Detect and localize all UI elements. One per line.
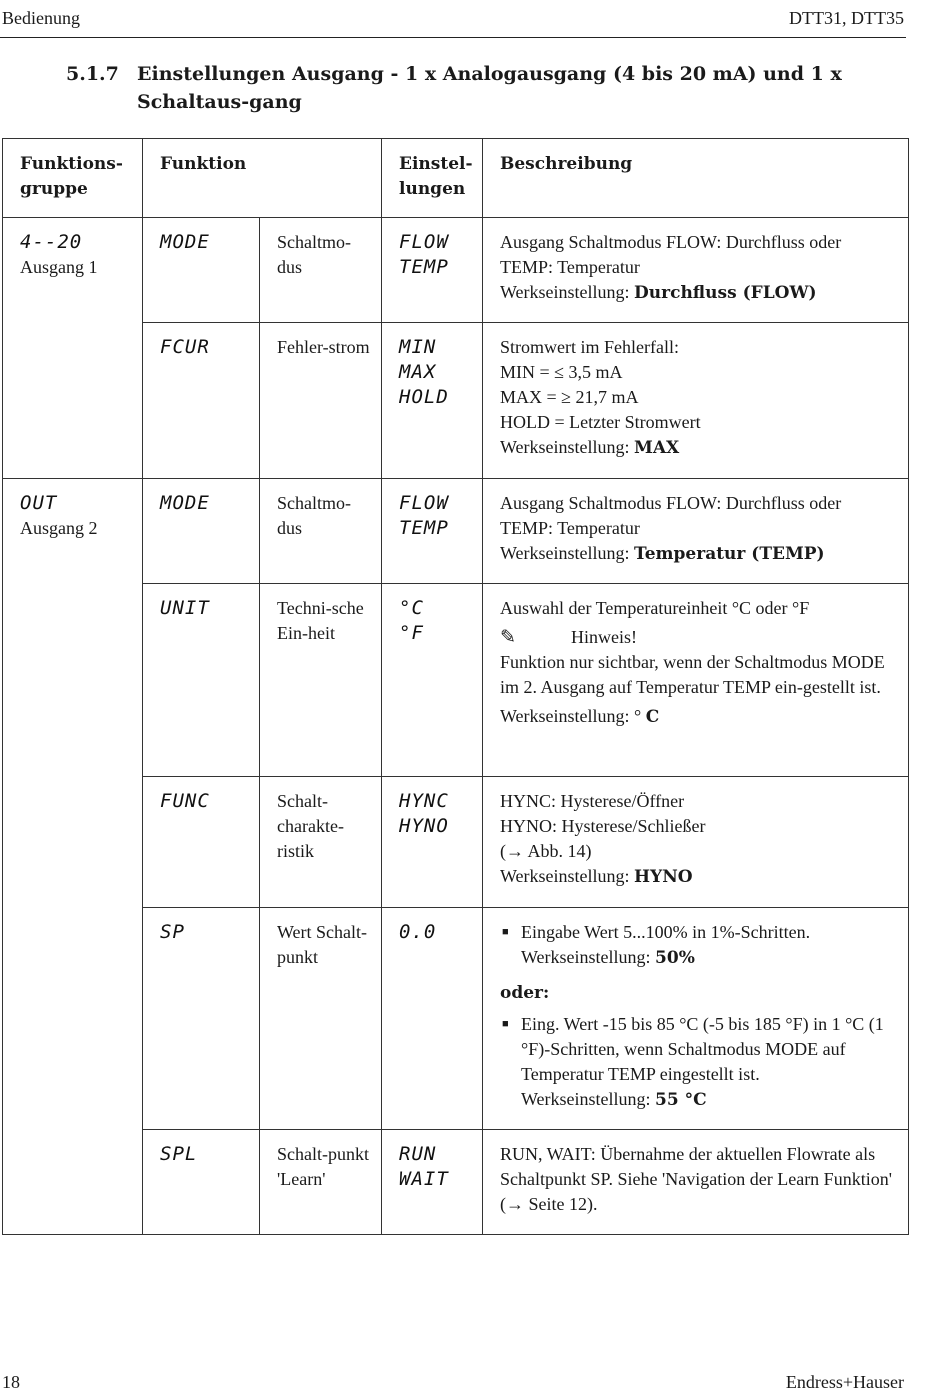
header-group: Funktions-gruppe bbox=[3, 139, 143, 218]
group-name: Ausgang 1 bbox=[20, 257, 98, 277]
function-label: Schalt-punkt 'Learn' bbox=[260, 1130, 382, 1235]
description-line: Ausgang Schaltmodus FLOW: Durchfluss oder bbox=[500, 493, 842, 513]
function-code-cell bbox=[143, 1130, 260, 1235]
table-row bbox=[3, 218, 909, 323]
description-line: HOLD = Letzter Stromwert bbox=[500, 412, 701, 432]
group-name: Ausgang 2 bbox=[20, 518, 98, 538]
settings-options: RUN WAIT bbox=[399, 1143, 449, 1190]
option-list bbox=[500, 920, 898, 971]
function-code-cell bbox=[143, 584, 260, 777]
function-label: Schaltmo-dus bbox=[260, 218, 382, 323]
description-line: MIN = ≤ 3,5 mA bbox=[500, 362, 623, 382]
description-line: TEMP: Temperatur bbox=[500, 518, 640, 538]
settings-options: FLOW TEMP bbox=[399, 492, 449, 539]
function-code-cell bbox=[143, 323, 260, 479]
description-cell bbox=[483, 218, 909, 323]
table-row bbox=[3, 479, 909, 584]
settings-cell bbox=[382, 908, 483, 1130]
header-rule bbox=[0, 37, 906, 38]
description-line: MAX = ≥ 21,7 mA bbox=[500, 387, 639, 407]
description-cell bbox=[483, 777, 909, 908]
section-heading bbox=[66, 60, 906, 116]
function-label: Fehler-strom bbox=[260, 323, 382, 479]
settings-options: MIN MAX HOLD bbox=[399, 336, 449, 408]
description-cell bbox=[483, 908, 909, 1130]
function-code: MODE bbox=[160, 231, 210, 253]
list-item: ■ Eingabe Wert 5...100% in 1%-Schritten. Werkseinstellung: 50% bbox=[500, 920, 898, 971]
function-label: Schalt-charakte-ristik bbox=[260, 777, 382, 908]
description-line: Auswahl der Temperatureinheit °C oder °F bbox=[500, 598, 810, 618]
running-header-section: Bedienung bbox=[2, 8, 80, 28]
description-cell bbox=[483, 479, 909, 584]
function-label: Wert Schalt-punkt bbox=[260, 908, 382, 1130]
description-line: Ausgang Schaltmodus FLOW: Durchfluss oder bbox=[500, 232, 842, 252]
description-cell bbox=[483, 584, 909, 777]
default-value: C bbox=[645, 707, 660, 727]
settings-cell bbox=[382, 479, 483, 584]
note bbox=[500, 625, 898, 650]
description-cell bbox=[483, 323, 909, 479]
function-code: FCUR bbox=[160, 336, 210, 358]
function-code: MODE bbox=[160, 492, 210, 514]
settings-options: 0.0 bbox=[399, 921, 437, 943]
description-line: HYNO: Hysterese/Schließer bbox=[500, 816, 706, 836]
description-text: RUN, WAIT: Übernahme der aktuellen Flowrate als Schaltpunkt SP. Siehe 'Navigation der Learn Funktion' (→ Seite 12). bbox=[483, 1130, 909, 1235]
default-value: 55 °C bbox=[655, 1090, 707, 1110]
default-value: Temperatur (TEMP) bbox=[634, 544, 825, 564]
group-code: OUT bbox=[20, 492, 58, 514]
function-code: FUNC bbox=[160, 790, 210, 812]
default-value: MAX bbox=[634, 438, 680, 458]
function-label: Techni-sche Ein-heit bbox=[260, 584, 382, 777]
settings-options: FLOW TEMP bbox=[399, 231, 449, 278]
group-cell-output-2 bbox=[3, 479, 143, 1235]
settings-options: HYNC HYNO bbox=[399, 790, 449, 837]
section-title: Einstellungen Ausgang - 1 x Analogausgang (4 bis 20 mA) und 1 x Schaltaus-gang bbox=[137, 63, 842, 113]
settings-cell bbox=[382, 1130, 483, 1235]
settings-options: °C °F bbox=[399, 597, 424, 644]
function-code-cell bbox=[143, 908, 260, 1130]
list-item: ■ Eing. Wert -15 bis 85 °C (-5 bis 185 °F) in 1 °C (1 °F)-Schritten, wenn Schaltmodus MODE auf Temperatur TEMP eingestellt ist. Werkseinstellung: 55 °C bbox=[500, 1012, 898, 1113]
note-text: Funktion nur sichtbar, wenn der Schaltmodus MODE im 2. Ausgang auf Temperatur TEMP ein-gestellt ist. bbox=[500, 652, 885, 697]
default-value: 50% bbox=[655, 948, 695, 968]
description-line: TEMP: Temperatur bbox=[500, 257, 640, 277]
description-line: (→ Abb. 14) bbox=[500, 841, 592, 861]
default-setting: Werkseinstellung: MAX bbox=[500, 437, 680, 458]
function-code-cell bbox=[143, 479, 260, 584]
function-code: SPL bbox=[160, 1143, 198, 1165]
header-settings: Einstel-lungen bbox=[382, 139, 483, 218]
default-value: HYNO bbox=[634, 867, 693, 887]
running-header-product: DTT31, DTT35 bbox=[789, 8, 904, 28]
group-code: 4--20 bbox=[20, 231, 83, 253]
description-line: Stromwert im Fehlerfall: bbox=[500, 337, 679, 357]
pencil-icon: ✎ bbox=[500, 627, 516, 648]
alternative-label: oder: bbox=[500, 983, 550, 1003]
brand-name: Endress+Hauser bbox=[785, 1372, 904, 1392]
note-title: Hinweis! bbox=[571, 627, 637, 647]
settings-cell bbox=[382, 323, 483, 479]
function-label: Schaltmo-dus bbox=[260, 479, 382, 584]
default-setting: Werkseinstellung: HYNO bbox=[500, 866, 693, 887]
function-code: UNIT bbox=[160, 597, 210, 619]
function-code-cell bbox=[143, 218, 260, 323]
page-number: 18 bbox=[2, 1372, 20, 1392]
table-header-row bbox=[3, 139, 909, 218]
header-description: Beschreibung bbox=[483, 139, 909, 218]
section-number: 5.1.7 bbox=[66, 63, 119, 85]
group-cell-output-1 bbox=[3, 218, 143, 479]
default-setting: Werkseinstellung: Durchfluss (FLOW) bbox=[500, 282, 817, 303]
option-list bbox=[500, 1012, 898, 1113]
settings-table bbox=[2, 138, 909, 1235]
function-code: SP bbox=[160, 921, 185, 943]
settings-cell bbox=[382, 584, 483, 777]
description-line: HYNC: Hysterese/Öffner bbox=[500, 791, 685, 811]
settings-cell bbox=[382, 218, 483, 323]
function-code-cell bbox=[143, 777, 260, 908]
settings-cell bbox=[382, 777, 483, 908]
default-setting: Werkseinstellung: Temperatur (TEMP) bbox=[500, 543, 825, 564]
default-setting: Werkseinstellung: ° C bbox=[500, 706, 660, 727]
default-value: Durchfluss (FLOW) bbox=[634, 283, 817, 303]
header-function: Funktion bbox=[143, 139, 382, 218]
